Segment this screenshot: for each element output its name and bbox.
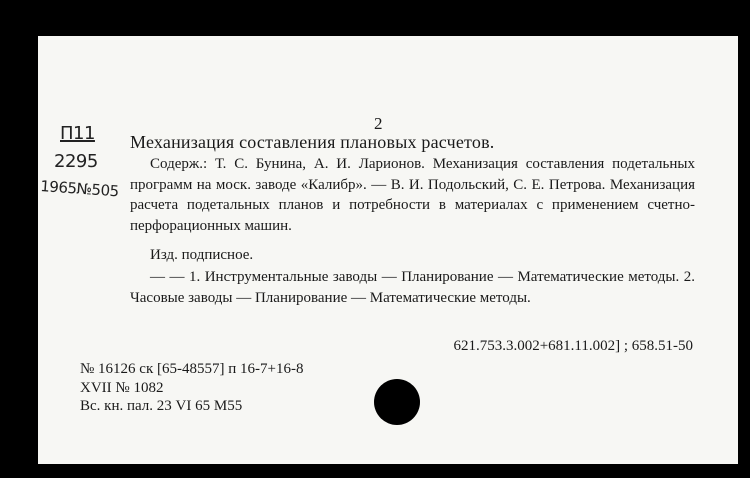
udc-classification: 621.753.3.002+681.11.002] ; 658.51-50 bbox=[453, 338, 693, 354]
page-number: 2 bbox=[374, 114, 383, 133]
subject-headings: — — 1. Инструментальные заводы — Планирование — Математические методы. 2. Часовые заводы — Планирование — Математические методы. bbox=[130, 269, 695, 306]
printing-info: Вс. кн. пал. 23 VI 65 М55 bbox=[80, 398, 243, 414]
contents-note: Содерж.: Т. С. Бунина, А. И. Ларионов. Механизация составления подетальных программ на моск. заводе «Калибр». — В. И. Подольский, С. Е. Петрова. Механизация расчета подетальных планов и потребности в материалах с применением счетно-перфорационных машин. bbox=[130, 156, 695, 234]
handwritten-accession-number: 1965№505 bbox=[39, 177, 120, 201]
edition-note: Изд. подписное. bbox=[150, 247, 254, 263]
punch-hole bbox=[374, 379, 420, 425]
handwritten-call-number: П11 bbox=[60, 123, 95, 144]
order-number: № 16126 ск [65-48557] п 16-7+16-8 bbox=[80, 361, 304, 377]
handwritten-shelf-number: 2295 bbox=[54, 151, 98, 172]
series-number: XVII № 1082 bbox=[80, 380, 164, 396]
card-title: Механизация составления плановых расчетов. bbox=[130, 132, 495, 152]
